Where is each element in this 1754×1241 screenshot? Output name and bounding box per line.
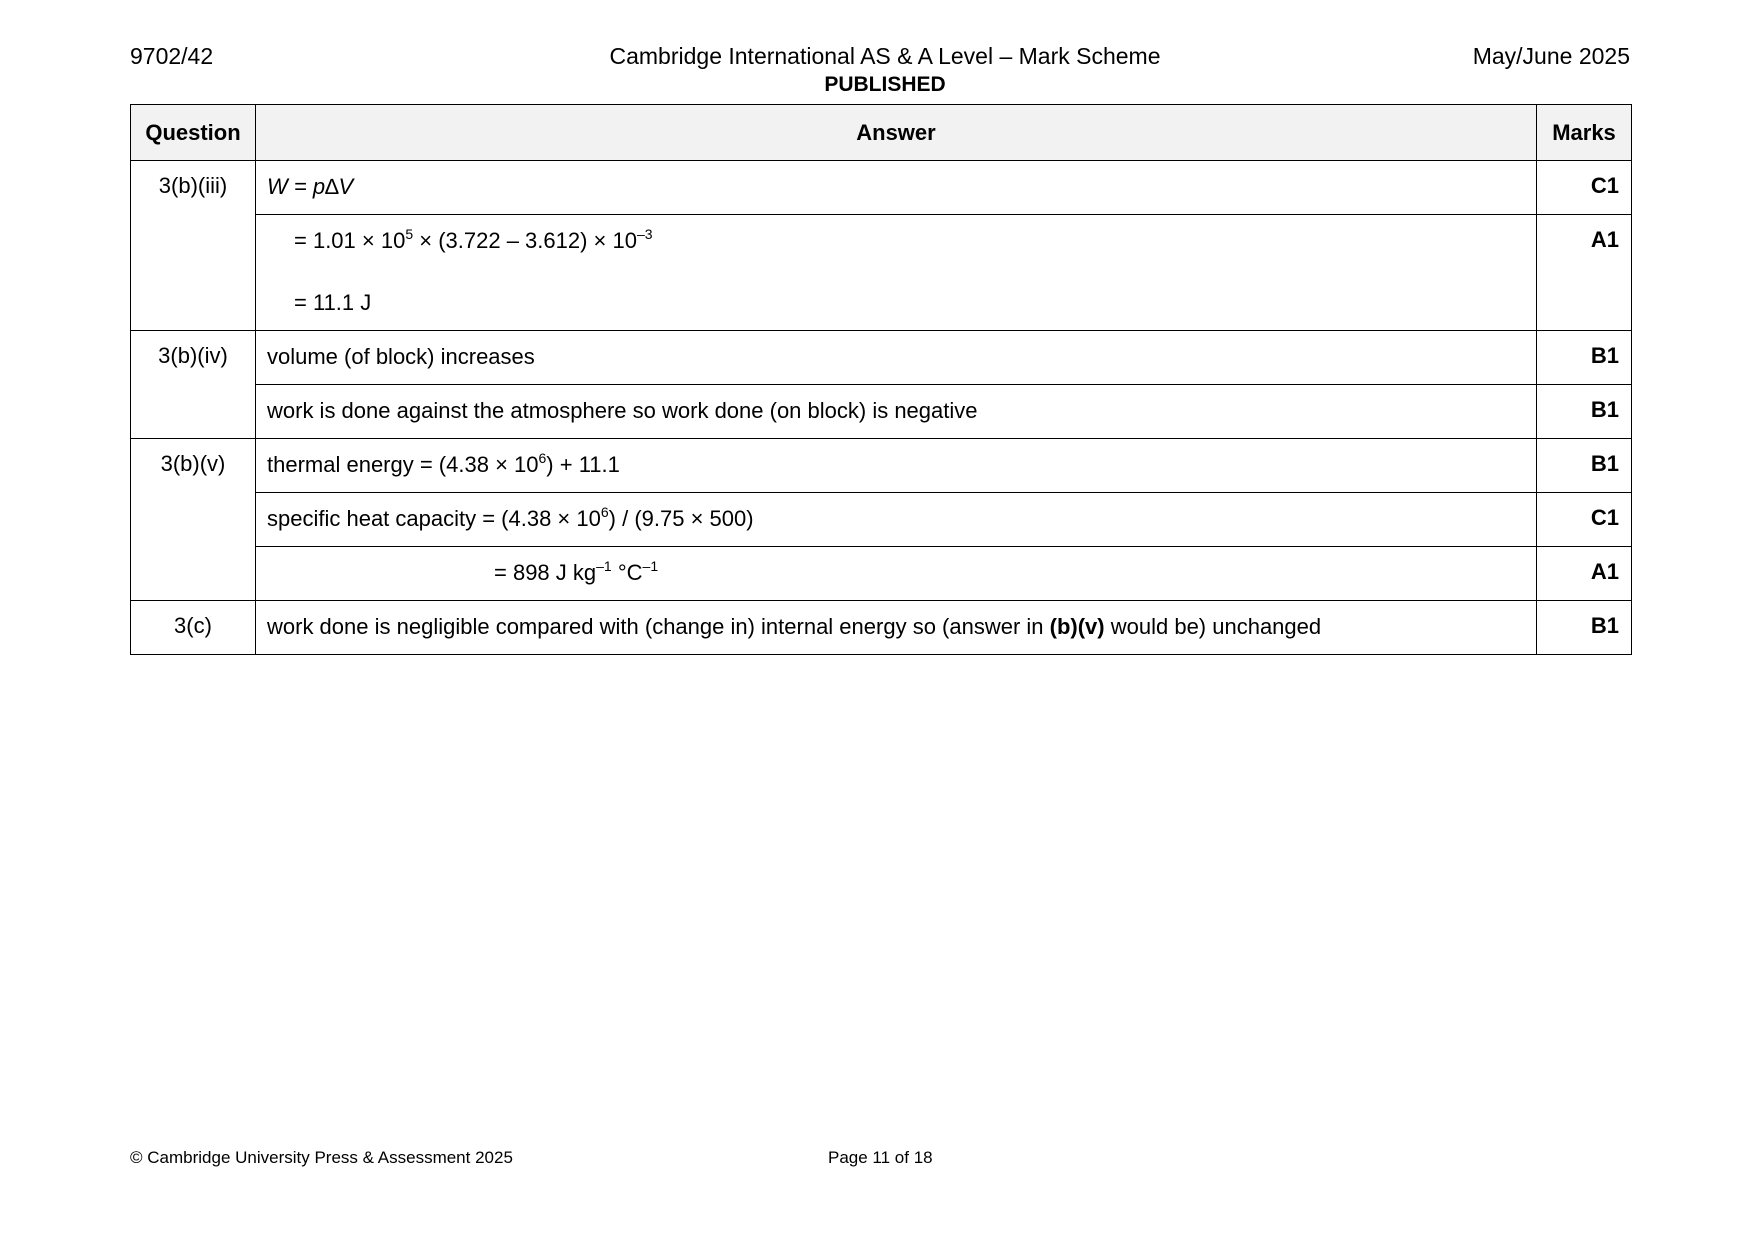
answer-text: thermal energy = (4.38 × 10 <box>267 452 539 477</box>
table-row <box>131 601 1632 655</box>
table-row <box>131 385 1632 439</box>
mark-cell: B1 <box>1537 331 1632 385</box>
table-row <box>131 547 1632 601</box>
mark-cell: B1 <box>1537 601 1632 655</box>
table-row <box>131 493 1632 547</box>
exponent: 5 <box>405 226 414 242</box>
answer-cell: volume (of block) increases <box>256 331 1537 385</box>
answer-text: ) + 11.1 <box>546 452 620 477</box>
delta-symbol: ∆ <box>325 174 339 199</box>
table-row <box>131 215 1632 331</box>
table-row <box>131 439 1632 493</box>
mark-cell: C1 <box>1537 493 1632 547</box>
question-number: 3(b)(v) <box>131 439 256 601</box>
answer-text: ) / (9.75 × 500) <box>608 506 754 531</box>
working-text: = 1.01 × 10 <box>294 228 406 253</box>
symbol-w: W <box>267 174 288 199</box>
answer-cell <box>256 161 1537 215</box>
mark-cell: C1 <box>1537 161 1632 215</box>
answer-text: would be) unchanged <box>1104 614 1322 639</box>
answer-text: work done is negligible compared with (change in) internal energy so (answer in <box>267 614 1050 639</box>
answer-cell <box>256 493 1537 547</box>
marks-column-header: Marks <box>1537 105 1632 161</box>
working-text: × (3.722 – 3.612) × 10 <box>413 228 637 253</box>
exponent: –3 <box>636 226 653 242</box>
mark-scheme-title: Cambridge International AS & A Level – Mark Scheme <box>609 43 1161 69</box>
mark-cell: A1 <box>1537 215 1632 331</box>
answer-column-header: Answer <box>256 105 1537 161</box>
paper-code: 9702/42 <box>130 43 214 69</box>
mark-cell: A1 <box>1537 547 1632 601</box>
exponent: 6 <box>538 450 547 466</box>
mark-scheme-table <box>130 104 1632 655</box>
answer-cell <box>256 601 1537 655</box>
exponent: –1 <box>642 558 659 574</box>
mark-cell: B1 <box>1537 385 1632 439</box>
table-row <box>131 161 1632 215</box>
answer-cell <box>256 439 1537 493</box>
answer-cell: work is done against the atmosphere so work done (on block) is negative <box>256 385 1537 439</box>
answer-text: = 898 J kg <box>494 560 597 585</box>
table-row <box>131 331 1632 385</box>
equation-text: = p <box>287 174 326 199</box>
symbol-v: V <box>338 174 354 199</box>
page-number: Page 11 of 18 <box>828 1148 933 1167</box>
answer-cell <box>256 215 1537 331</box>
question-number: 3(b)(iii) <box>131 161 256 331</box>
answer-cell <box>256 547 1537 601</box>
answer-text: specific heat capacity = (4.38 × 10 <box>267 506 601 531</box>
exponent: 6 <box>600 504 609 520</box>
exam-session: May/June 2025 <box>1472 43 1630 69</box>
exponent: –1 <box>596 558 612 574</box>
table-header-row <box>131 105 1632 161</box>
question-number: 3(b)(iv) <box>131 331 256 439</box>
result-line: = 11.1 J <box>294 290 372 315</box>
mark-cell: B1 <box>1537 439 1632 493</box>
question-column-header: Question <box>131 105 256 161</box>
working-line <box>267 227 1526 254</box>
result-line <box>267 559 1526 586</box>
copyright-notice: © Cambridge University Press & Assessment 2025 <box>130 1148 513 1167</box>
part-reference: (b)(v) <box>1049 614 1105 639</box>
answer-text: °C <box>611 560 643 585</box>
question-number: 3(c) <box>131 601 256 655</box>
published-label: PUBLISHED <box>824 73 946 96</box>
